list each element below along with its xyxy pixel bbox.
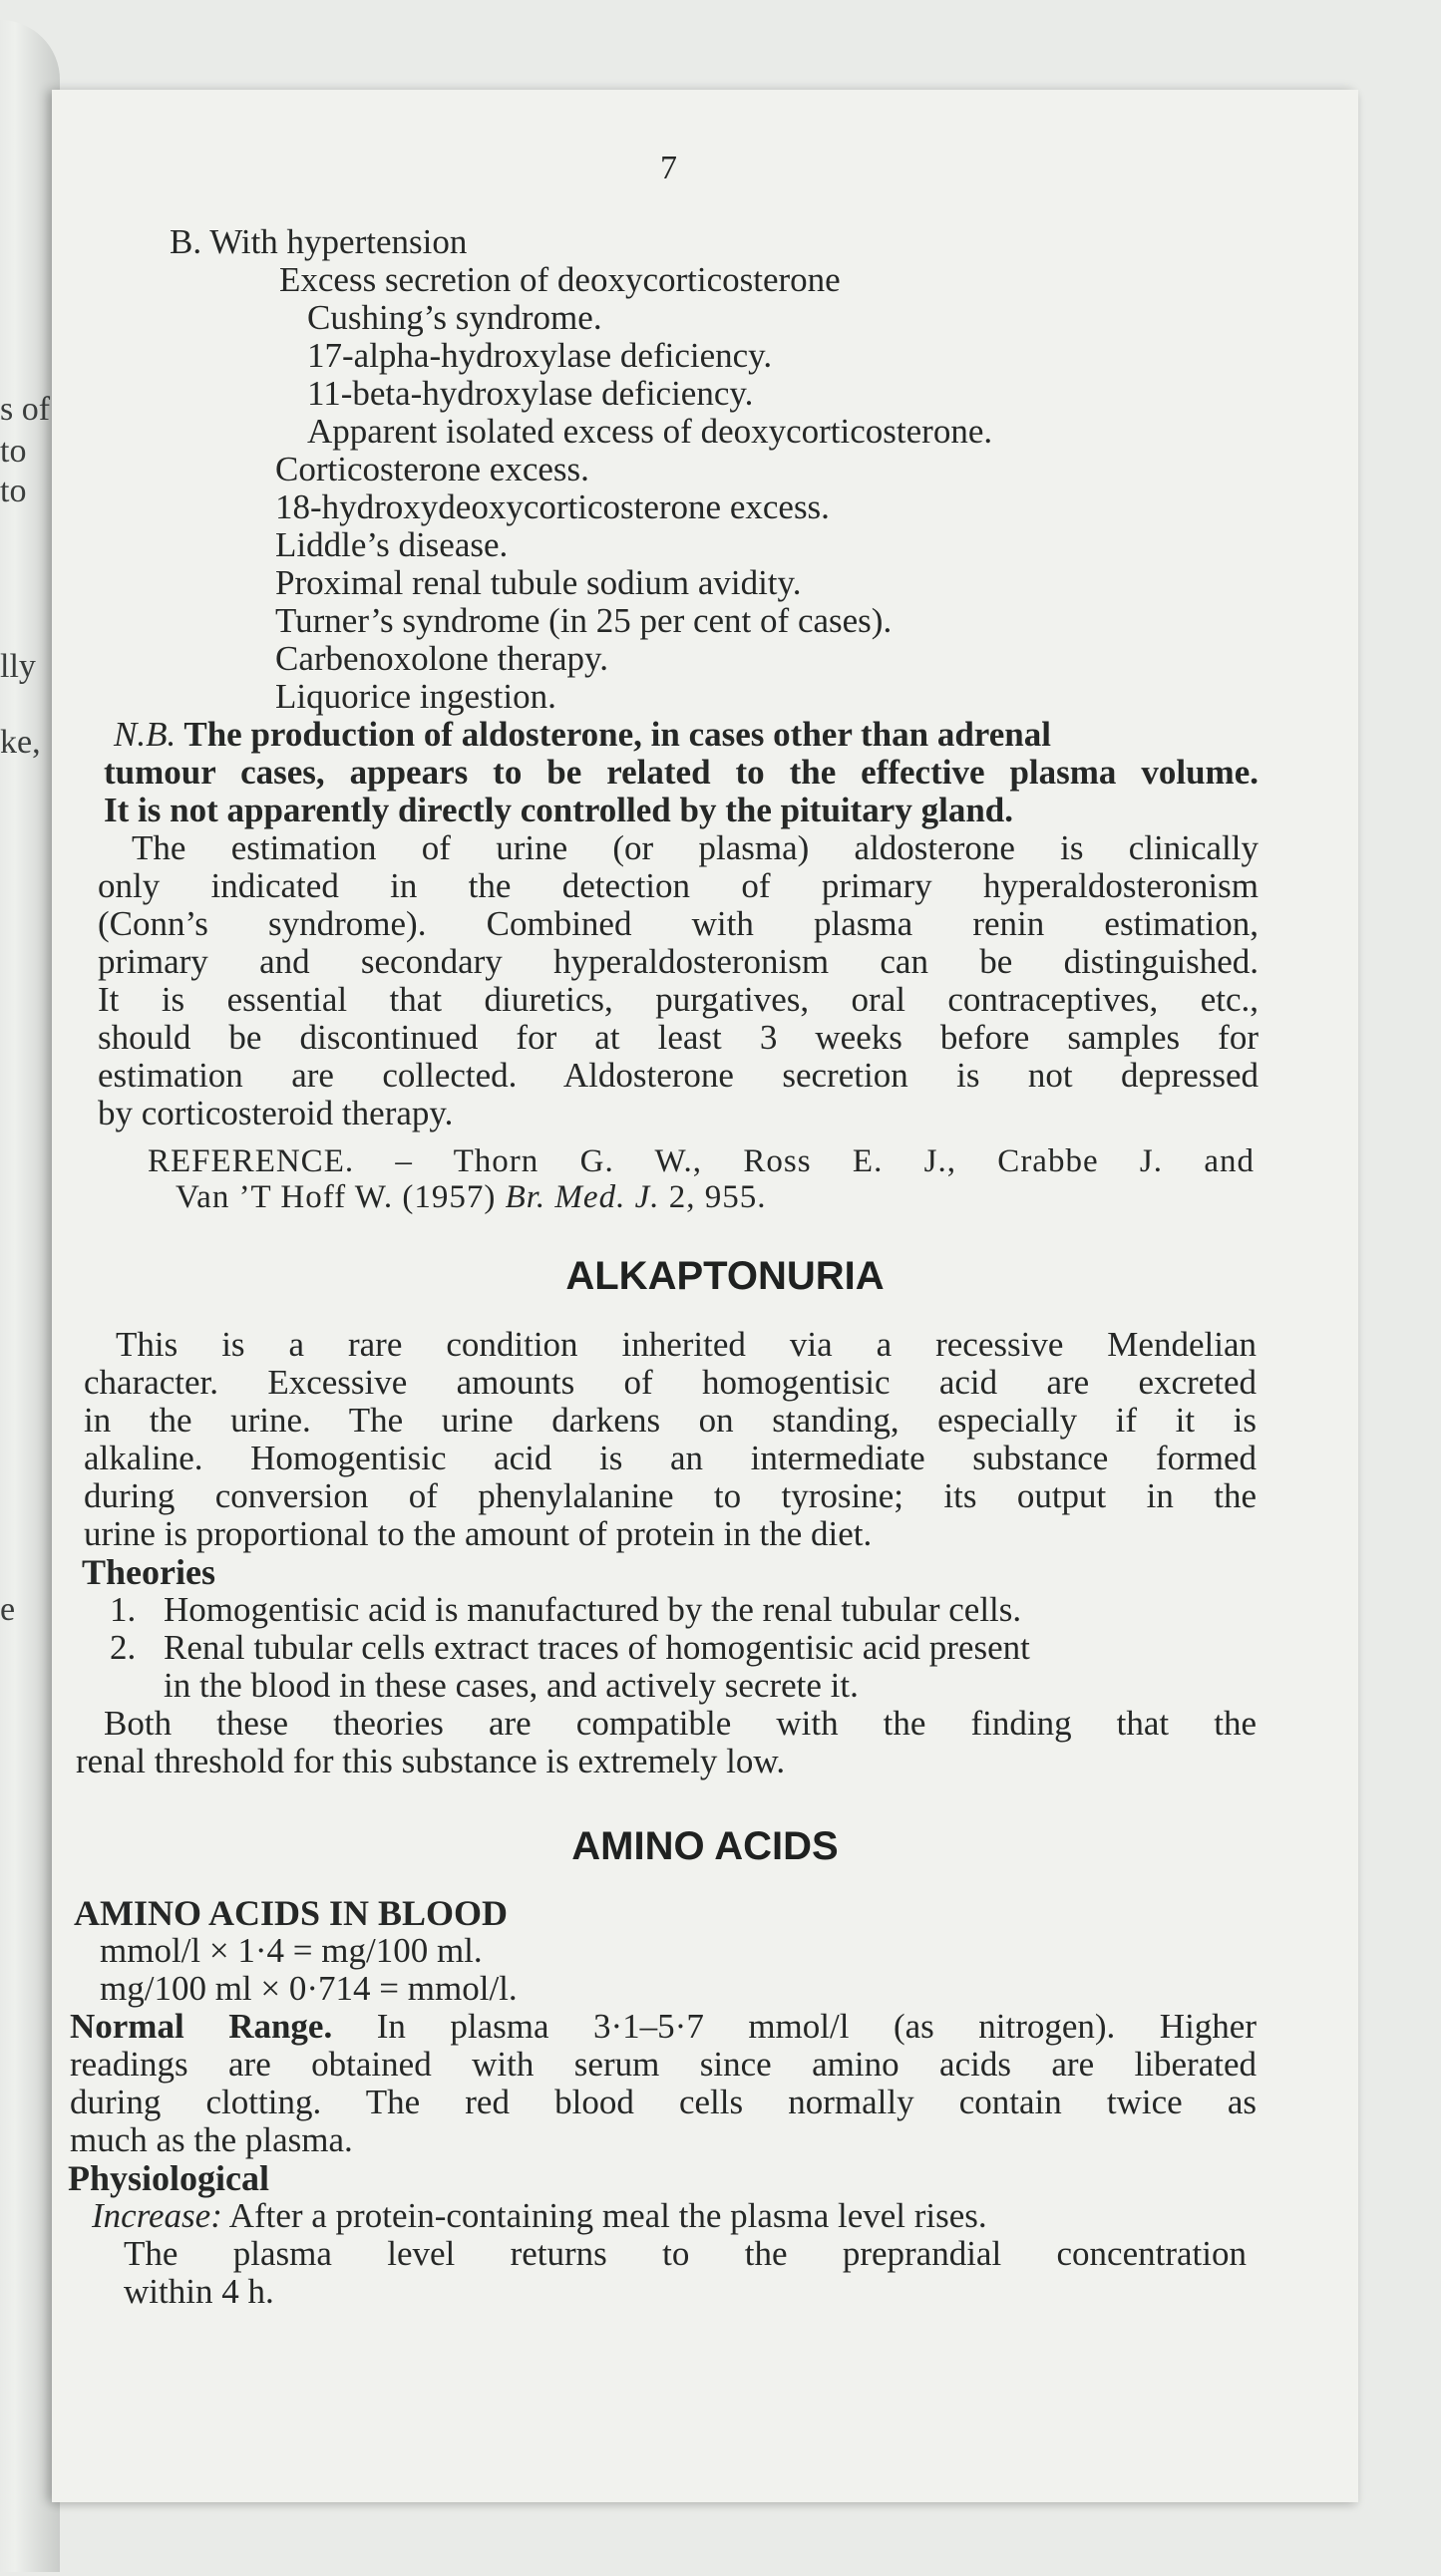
conversion-formula: mmol/l × 1·4 = mg/100 ml. bbox=[100, 1931, 483, 1970]
normal-range-text: In plasma 3·1–5·7 mmol/l (as nitrogen). Higher bbox=[332, 2007, 1257, 2046]
increase-text: After a protein-containing meal the plasma level rises. bbox=[221, 2196, 987, 2235]
paragraph-line: (Conn’s syndrome). Combined with plasma renin estimation, bbox=[98, 904, 1259, 943]
paragraph-line bbox=[92, 2197, 987, 2235]
adjacent-page-fragment: to bbox=[0, 433, 27, 470]
section-title: AMINO ACIDS bbox=[571, 1824, 839, 1868]
reference-authors: Van ’T Hoff W. (1957) bbox=[176, 1179, 506, 1215]
adjacent-page-fragment: ke, bbox=[0, 724, 41, 761]
page-number: 7 bbox=[660, 150, 677, 186]
subsection-heading: AMINO ACIDS IN BLOOD bbox=[74, 1893, 509, 1933]
paragraph-line: readings are obtained with serum since amino acids are liberated bbox=[70, 2045, 1257, 2084]
list-item: 11-beta-hydroxylase deficiency. bbox=[307, 374, 754, 413]
list-item: Cushing’s syndrome. bbox=[307, 298, 602, 337]
paragraph-line: within 4 h. bbox=[124, 2272, 274, 2311]
paragraph-line: during clotting. The red blood cells normally contain twice as bbox=[70, 2083, 1257, 2121]
reference-volume: 2, 955. bbox=[659, 1179, 767, 1215]
paragraph-line: It is essential that diuretics, purgatives, oral contraceptives, etc., bbox=[98, 980, 1259, 1019]
theory-number: 2. bbox=[110, 1628, 137, 1667]
section-title: ALKAPTONURIA bbox=[565, 1254, 885, 1298]
list-item: 18-hydroxydeoxycorticosterone excess. bbox=[275, 487, 830, 526]
theory-item: Renal tubular cells extract traces of homogentisic acid present bbox=[164, 1628, 1030, 1667]
theory-item: Homogentisic acid is manufactured by the renal tubular cells. bbox=[164, 1590, 1022, 1629]
theory-item: in the blood in these cases, and actively secrete it. bbox=[164, 1666, 859, 1705]
nb-line: It is not apparently directly controlled by the pituitary gland. bbox=[104, 791, 1013, 829]
paragraph-line: Both these theories are compatible with the finding that the bbox=[104, 1704, 1257, 1743]
paragraph-line: in the urine. The urine darkens on standing, especially if it is bbox=[84, 1401, 1257, 1440]
paragraph-line: estimation are collected. Aldosterone secretion is not depressed bbox=[98, 1056, 1259, 1095]
reference-journal: Br. Med. J. bbox=[505, 1179, 660, 1215]
paragraph-line: primary and secondary hyperaldosteronism can be distinguished. bbox=[98, 942, 1259, 981]
nb-line bbox=[114, 716, 1259, 754]
reference-line bbox=[176, 1178, 766, 1216]
book-page bbox=[52, 90, 1358, 2502]
list-item: Corticosterone excess. bbox=[275, 450, 589, 488]
paragraph-line: should be discontinued for at least 3 weeks before samples for bbox=[98, 1018, 1259, 1057]
list-item: Proximal renal tubule sodium avidity. bbox=[275, 563, 802, 602]
paragraph-line: renal threshold for this substance is extremely low. bbox=[76, 1742, 786, 1780]
paragraph-line: The estimation of urine (or plasma) aldosterone is clinically bbox=[132, 828, 1259, 867]
paragraph-line: The plasma level returns to the preprandial concentration bbox=[124, 2234, 1247, 2273]
paragraph-line: during conversion of phenylalanine to tyrosine; its output in the bbox=[84, 1476, 1257, 1515]
list-item: Liddle’s disease. bbox=[275, 525, 509, 564]
nb-text: The production of aldosterone, in cases other than adrenal bbox=[176, 715, 1051, 754]
paragraph-line: This is a rare condition inherited via a recessive Mendelian bbox=[116, 1325, 1257, 1364]
paragraph-line: much as the plasma. bbox=[70, 2120, 353, 2159]
paragraph-line: character. Excessive amounts of homogentisic acid are excreted bbox=[84, 1363, 1257, 1402]
paragraph-line bbox=[70, 2008, 1257, 2046]
adjacent-page-fragment: s of bbox=[0, 391, 51, 428]
nb-line: tumour cases, appears to be related to the effective plasma volume. bbox=[104, 753, 1259, 792]
adjacent-page-fragment: lly bbox=[0, 648, 36, 685]
adjacent-page-fragment: e bbox=[0, 1591, 16, 1628]
page-content bbox=[52, 90, 1358, 2502]
list-item: 17-alpha-hydroxylase deficiency. bbox=[307, 336, 773, 375]
list-item: Liquorice ingestion. bbox=[275, 677, 556, 716]
list-item: Excess secretion of deoxycorticosterone bbox=[279, 260, 841, 299]
paragraph-line: by corticosteroid therapy. bbox=[98, 1094, 454, 1132]
section-heading: B. With hypertension bbox=[170, 222, 468, 261]
theories-heading: Theories bbox=[82, 1552, 215, 1592]
nb-prefix: N.B. bbox=[114, 715, 177, 754]
increase-label: Increase: bbox=[92, 2196, 222, 2235]
normal-range-label: Normal Range. bbox=[70, 2007, 333, 2046]
paragraph-line: urine is proportional to the amount of protein in the diet. bbox=[84, 1514, 873, 1553]
physiological-heading: Physiological bbox=[68, 2158, 270, 2198]
theory-number: 1. bbox=[110, 1590, 137, 1629]
list-item: Turner’s syndrome (in 25 per cent of cases). bbox=[275, 601, 893, 640]
reference-line: REFERENCE. – Thorn G. W., Ross E. J., Crabbe J. and bbox=[148, 1143, 1255, 1179]
paragraph-line: only indicated in the detection of primary hyperaldosteronism bbox=[98, 866, 1259, 905]
conversion-formula: mg/100 ml × 0·714 = mmol/l. bbox=[100, 1969, 518, 2008]
adjacent-page-fragment: to bbox=[0, 473, 27, 509]
list-item: Carbenoxolone therapy. bbox=[275, 639, 609, 678]
list-item: Apparent isolated excess of deoxycorticosterone. bbox=[307, 412, 993, 451]
paragraph-line: alkaline. Homogentisic acid is an intermediate substance formed bbox=[84, 1439, 1257, 1477]
